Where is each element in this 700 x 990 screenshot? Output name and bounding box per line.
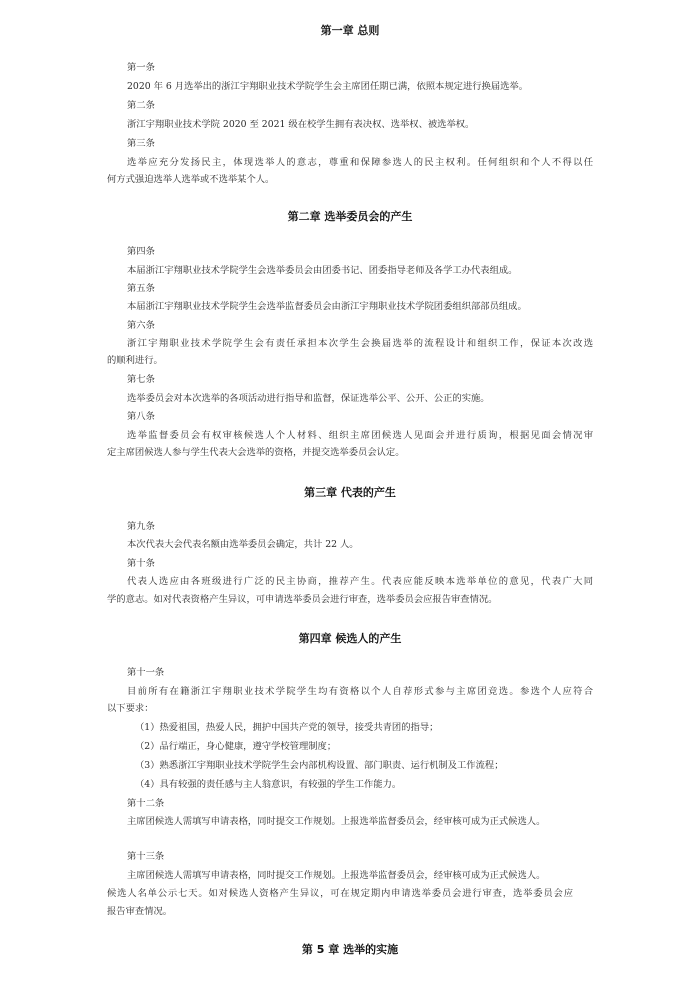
article-4-label: 第四条 — [127, 246, 155, 257]
requirement-3: （3）熟悉浙江宇翔职业技术学院学生会内部机构设置、部门职责、运行机制及工作流程； — [135, 760, 504, 771]
requirement-4: （4）具有较强的责任感与主人翁意识，有较强的学生工作能力。 — [135, 779, 402, 790]
article-3-text-1: 选举应充分发扬民主，体现选举人的意志，尊重和保障参选人的民主权利。任何组织和个人不得以任 — [127, 157, 593, 168]
article-4-text: 本届浙江宇翔职业技术学院学生会选举委员会由团委书记、团委指导老师及各学工办代表组成。 — [127, 265, 518, 276]
article-10-label: 第十条 — [127, 558, 155, 569]
article-5-text: 本届浙江宇翔职业技术学院学生会选举监督委员会由浙江宇翔职业技术学院团委组织部部员组成。 — [127, 301, 527, 312]
article-13-text-1: 主席团候选人需填写申请表格，同时提交工作规划。上报选举监督委员会，经审核可成为正式候选人。 — [127, 870, 546, 881]
requirement-2: （2）品行端正，身心健康，遵守学校管理制度； — [135, 741, 337, 752]
article-2-text: 浙江宇翔职业技术学院 2020 至 2021 级在校学生拥有表决权、选举权、被选举权。 — [127, 119, 475, 130]
article-8-text-1: 选举监督委员会有权审核候选人个人材料、组织主席团候选人见面会并进行质询，根据见面会情况审 — [127, 430, 593, 441]
requirement-1: （1）热爱祖国，热爱人民，拥护中国共产党的领导，接受共青团的指导； — [135, 722, 439, 733]
article-1-text: 2020 年 6 月选举出的浙江宇翔职业技术学院学生会主席团任期已满，依照本规定进行换届选举。 — [127, 81, 529, 92]
article-7-label: 第七条 — [127, 374, 155, 385]
article-6-text-1: 浙江宇翔职业技术学院学生会有责任承担本次学生会换届选举的流程设计和组织工作，保证本次改选 — [127, 338, 593, 349]
article-7-text: 选举委员会对本次选举的各项活动进行指导和监督，保证选举公平、公开、公正的实施。 — [127, 393, 490, 404]
article-11-label: 第十一条 — [127, 667, 165, 678]
chapter-1-title: 第一章 总则 — [320, 24, 380, 37]
article-9-text: 本次代表大会代表名额由选举委员会确定，共计 22 人。 — [127, 539, 359, 550]
chapter-5-title: 第 5 章 选举的实施 — [301, 943, 399, 956]
article-8-label: 第八条 — [127, 411, 155, 422]
article-12-text: 主席团候选人需填写申请表格，同时提交工作规划。上报选举监督委员会，经审核可成为正式候选人。 — [127, 816, 546, 827]
article-6-label: 第六条 — [127, 320, 155, 331]
article-3-text-2: 何方式强迫选举人选举或不选举某个人。 — [107, 174, 275, 185]
article-13-label: 第十三条 — [127, 851, 165, 862]
article-11-text-2: 以下要求： — [107, 703, 154, 714]
article-5-label: 第五条 — [127, 283, 155, 294]
chapter-2-title: 第二章 选举委员会的产生 — [287, 210, 413, 223]
chapter-3-title: 第三章 代表的产生 — [304, 486, 396, 499]
article-6-text-2: 的顺利进行。 — [107, 355, 163, 366]
article-10-text-1: 代表人选应由各班级进行广泛的民主协商，推荐产生。代表应能反映本选举单位的意见，代表广大同 — [127, 576, 593, 587]
article-13-text-2: 候选人名单公示七天。如对候选人资格产生异议，可在规定期内申请选举委员会进行审查，选举委员会应 — [107, 888, 573, 899]
article-12-label: 第十二条 — [127, 798, 165, 809]
article-13-text-3: 报告审查情况。 — [107, 906, 173, 917]
chapter-4-title: 第四章 候选人的产生 — [298, 632, 402, 645]
article-11-text-1: 目前所有在籍浙江宇翔职业技术学院学生均有资格以个人自荐形式参与主席团竞选。参选个人应符合 — [127, 686, 593, 697]
article-1-label: 第一条 — [127, 62, 155, 73]
article-3-label: 第三条 — [127, 138, 155, 149]
article-10-text-2: 学的意志。如对代表资格产生异议，可申请选举委员会进行审查，选举委员会应报告审查情况。 — [107, 594, 498, 605]
article-9-label: 第九条 — [127, 521, 155, 532]
article-8-text-2: 定主席团候选人参与学生代表大会选举的资格，并提交选举委员会认定。 — [107, 447, 405, 458]
article-2-label: 第二条 — [127, 100, 155, 111]
